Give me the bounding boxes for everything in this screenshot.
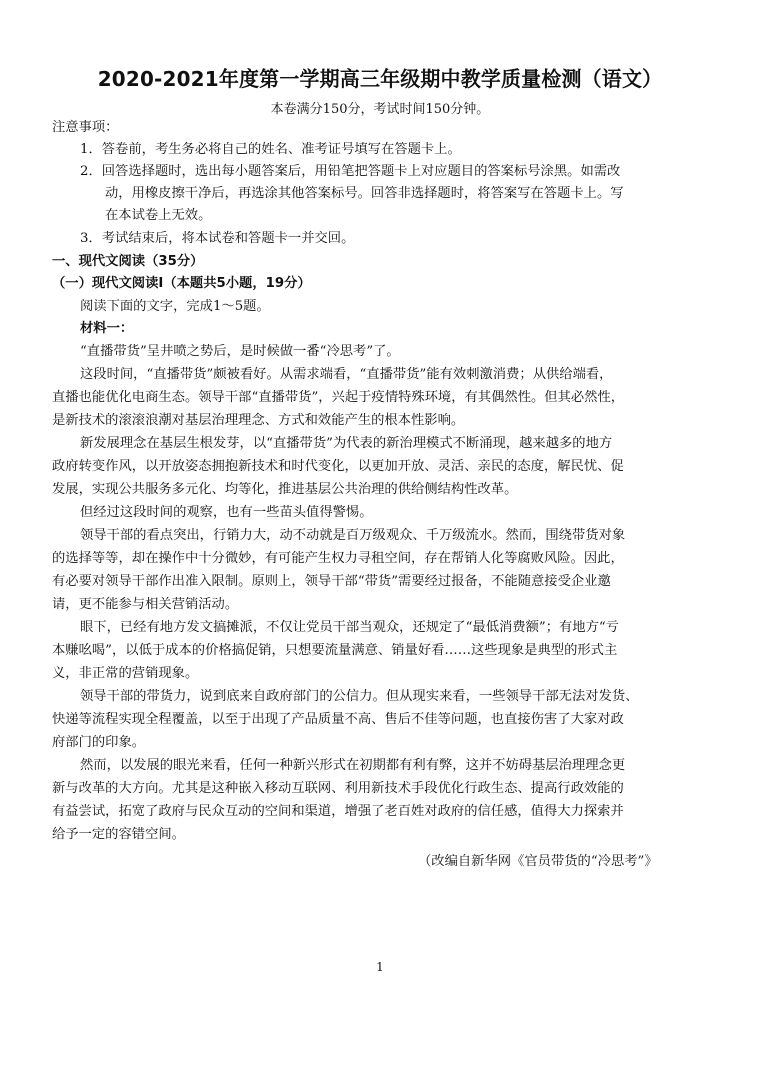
passage-line: 新发展理念在基层生根发芽，以“直播带货”为代表的新治理模式不断涌现，越来越多的地方 <box>80 436 613 451</box>
exam-subtitle: 本卷满分150分，考试时间150分钟。 <box>270 102 490 117</box>
passage-line: “直播带货”呈井喷之势后，是时候做一番“冷思考”了。 <box>80 344 400 359</box>
notice-item: 2．回答选择题时，选出每小题答案后，用铅笔把答题卡上对应题目的答案标号涂黑。如需改 <box>80 164 621 179</box>
passage-line: 领导干部的看点突出，行销力大，动不动就是百万级观众、千万级流水。然而，围绕带货对象 <box>80 528 626 543</box>
reading-instruction: 阅读下面的文字，完成1～5题。 <box>80 299 270 314</box>
section-heading: 一、现代文阅读（35分） <box>52 254 204 269</box>
notice-item: 在本试卷上无效。 <box>105 208 212 223</box>
exam-title: 2020-2021年度第一学期高三年级期中教学质量检测（语文） <box>97 67 663 91</box>
passage-line: 快递等流程实现全程覆盖，以至于出现了产品质量不高、售后不佳等问题，也直接伤害了大家对政 <box>52 712 624 727</box>
notice-heading: 注意事项： <box>52 120 119 135</box>
passage-line: 有益尝试，拓宽了政府与民众互动的空间和渠道，增强了老百姓对政府的信任感，值得大力探索并 <box>52 804 624 819</box>
material-label: 材料一： <box>80 321 134 336</box>
passage-line: 政府转变作风，以开放姿态拥抱新技术和时代变化，以更加开放、灵活、亲民的态度，解民忧、促 <box>52 459 624 474</box>
passage-line: 领导干部的带货力，说到底来自政府部门的公信力。但从现实来看，一些领导干部无法对发货、 <box>80 689 639 704</box>
page-number: 1 <box>376 960 384 974</box>
passage-line: 请，更不能参与相关营销活动。 <box>52 597 239 612</box>
notice-item: 1．答卷前，考生务必将自己的姓名、准考证号填写在答题卡上。 <box>80 142 461 157</box>
passage-line: 发展，实现公共服务多元化、均等化，推进基层公共治理的供给侧结构性改革。 <box>52 482 518 497</box>
passage-line: 新与改革的大方向。尤其是这种嵌入移动互联网、利用新技术手段优化行政生态、提高行政效能的 <box>52 781 624 796</box>
passage-line: 府部门的印象。 <box>52 735 146 750</box>
passage-line: 然而，以发展的眼光来看，任何一种新兴形式在初期都有利有弊，这并不妨碍基层治理理念更 <box>80 758 626 773</box>
passage-line: 但经过这段时间的观察，也有一些苗头值得警惕。 <box>80 505 373 520</box>
notice-item: 动，用橡皮擦干净后，再选涂其他答案标号。回答非选择题时，将答案写在答题卡上。写 <box>105 186 624 201</box>
notice-item: 3．考试结束后，将本试卷和答题卡一并交回。 <box>80 231 355 246</box>
source-citation: （改编自新华网《官员带货的“冷思考”》 <box>418 854 658 869</box>
passage-line: 眼下，已经有地方发文搞摊派，不仅让党员干部当观众，还规定了“最低消费额”；有地方“亏 <box>80 620 619 635</box>
subsection-heading: （一）现代文阅读Ⅰ（本题共5小题，19分） <box>52 276 311 291</box>
passage-line: 给予一定的容错空间。 <box>52 827 185 842</box>
passage-line: 义，非正常的营销现象。 <box>52 666 199 681</box>
passage-line: 本赚吆喝”，以低于成本的价格搞促销，只想要流量满意、销量好看……这些现象是典型的形式主 <box>52 643 618 658</box>
passage-line: 的选择等等，却在操作中十分微妙，有可能产生权力寻租空间，存在帮销人化等腐败风险。因此， <box>52 551 624 566</box>
passage-line: 这段时间，“直播带货”颇被看好。从需求端看，“直播带货”能有效刺激消费；从供给端看， <box>80 367 613 382</box>
passage-line: 是新技术的滚滚浪潮对基层治理理念、方式和效能产生的根本性影响。 <box>52 413 465 428</box>
passage-line: 有必要对领导干部作出准入限制。原则上，领导干部“带货”需要经过报备，不能随意接受企业邀 <box>52 574 611 589</box>
passage-line: 直播也能优化电商生态。领导干部“直播带货”，兴起于疫情特殊环境，有其偶然性。但其必然性， <box>52 390 625 405</box>
